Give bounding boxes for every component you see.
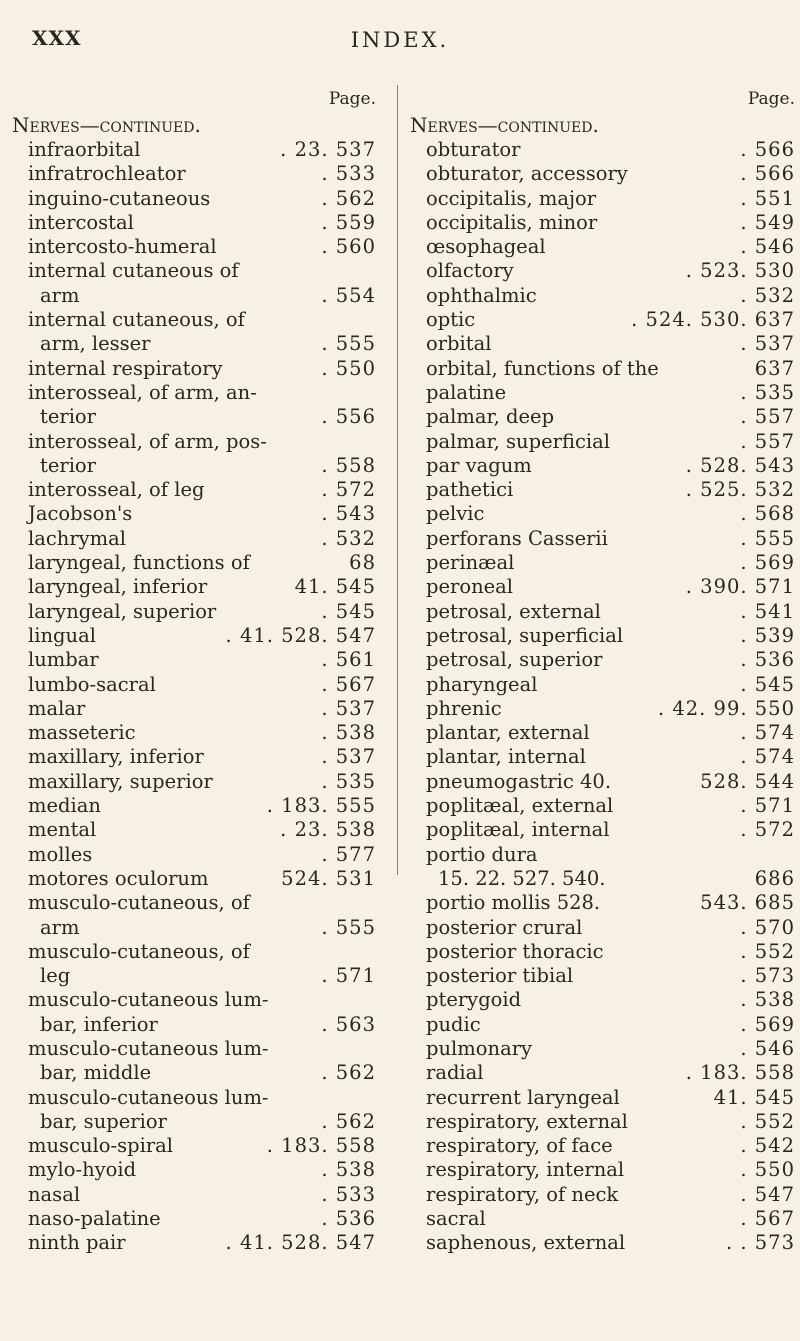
entry-pages: . 42. 99. 550 — [657, 696, 795, 720]
entry-pages: . 533 — [321, 162, 376, 186]
index-entry — [410, 138, 795, 162]
index-entry — [12, 259, 380, 283]
entry-pages: . 574 — [740, 745, 795, 769]
entry-term: motores oculorum — [28, 866, 209, 890]
entry-pages: . 536 — [740, 648, 795, 672]
entry-pages: . 539 — [740, 623, 795, 647]
entry-pages: . 183. 555 — [266, 794, 376, 818]
page-column-label: Page. — [328, 89, 376, 109]
entry-pages: . 546 — [740, 1036, 795, 1060]
entry-pages: . 554 — [321, 283, 376, 307]
index-entry — [12, 600, 380, 624]
index-entry — [12, 648, 380, 672]
index-entry — [12, 527, 380, 551]
entry-term: laryngeal, functions of — [28, 551, 250, 575]
entry-pages — [370, 940, 380, 964]
entry-term: musculo-cutaneous, of — [28, 939, 250, 963]
index-entry — [410, 843, 795, 867]
entry-pages — [789, 843, 795, 867]
index-entry — [410, 527, 795, 551]
entry-pages: . 570 — [740, 915, 795, 939]
index-entry — [12, 1110, 380, 1134]
index-entry — [410, 1013, 795, 1037]
entry-pages: . 533 — [321, 1182, 376, 1206]
entry-pages: 41. 545 — [294, 575, 376, 599]
entry-term: obturator, accessory — [426, 162, 628, 186]
index-entry — [12, 697, 380, 721]
entry-term: lumbo-sacral — [28, 672, 156, 696]
index-entry — [12, 235, 380, 259]
index-entry — [12, 1134, 380, 1158]
entry-term: pudic — [426, 1012, 481, 1036]
entry-term: mental — [28, 818, 97, 842]
index-entry — [12, 1183, 380, 1207]
index-entry — [12, 1037, 380, 1061]
entry-pages: . 567 — [321, 672, 376, 696]
index-entry — [410, 867, 795, 891]
entry-pages: . 563 — [321, 1012, 376, 1036]
entry-pages: . 538 — [321, 1158, 376, 1182]
entry-pages: . 577 — [321, 842, 376, 866]
index-entry — [12, 502, 380, 526]
entry-term: internal cutaneous of — [28, 259, 239, 283]
index-entry — [410, 673, 795, 697]
index-entry — [410, 648, 795, 672]
entry-term: interosseal, of arm, pos- — [28, 429, 267, 453]
entry-pages: . 549 — [740, 210, 795, 234]
index-entry — [12, 405, 380, 429]
entry-term: petrosal, superficial — [426, 623, 624, 647]
entry-pages: . 552 — [740, 1109, 795, 1133]
entry-pages: . 183. 558 — [685, 1061, 795, 1085]
entry-pages: 41. 545 — [713, 1085, 795, 1109]
left-column — [12, 86, 380, 1256]
entry-pages: . 569 — [740, 1012, 795, 1036]
entry-pages — [370, 1086, 380, 1110]
entry-term: arm — [40, 915, 80, 939]
entry-term: musculo-cutaneous lum- — [28, 1036, 269, 1060]
entry-term: musculo-cutaneous, of — [28, 891, 250, 915]
entry-term: palatine — [426, 380, 507, 404]
entry-term: palmar, superficial — [426, 429, 610, 453]
entry-term: lingual — [28, 623, 96, 647]
entry-term: musculo-cutaneous lum- — [28, 988, 269, 1012]
entry-term: poplitæal, external — [426, 794, 614, 818]
entry-term: infratrochleator — [28, 162, 186, 186]
entry-pages: . 561 — [321, 648, 376, 672]
entry-pages: . 571 — [321, 964, 376, 988]
index-entry — [410, 1110, 795, 1134]
entry-term: orbital, functions of the — [426, 356, 659, 380]
entry-pages: . 555 — [321, 915, 376, 939]
entry-term: occipitalis, major — [426, 186, 597, 210]
section-title: Nerves—continued. — [12, 113, 201, 137]
index-entry — [12, 721, 380, 745]
index-entry — [12, 187, 380, 211]
entry-pages: . 559 — [321, 210, 376, 234]
entry-term: interosseal, of leg — [28, 478, 205, 502]
right-column — [410, 86, 795, 1256]
index-entry — [12, 988, 380, 1012]
index-entry — [410, 332, 795, 356]
entry-pages: . 560 — [321, 235, 376, 259]
entry-term: respiratory, internal — [426, 1158, 625, 1182]
entry-pages: 68 — [349, 551, 376, 575]
entry-term: phrenic — [426, 696, 502, 720]
entry-term: radial — [426, 1061, 484, 1085]
entry-term: median — [28, 794, 101, 818]
entry-pages: . 567 — [740, 1207, 795, 1231]
index-entry — [410, 308, 795, 332]
entry-term: leg — [40, 964, 71, 988]
index-entry — [12, 1207, 380, 1231]
entry-term: infraorbital — [28, 138, 141, 161]
page-title: INDEX. — [350, 28, 450, 52]
entry-pages: . 537 — [321, 696, 376, 720]
index-entry — [12, 308, 380, 332]
entry-pages: . 551 — [740, 186, 795, 210]
index-entry — [12, 1013, 380, 1037]
index-entry — [410, 697, 795, 721]
entry-term: pneumogastric 40. — [426, 769, 612, 793]
entry-term: posterior thoracic — [426, 939, 604, 963]
index-entry — [410, 575, 795, 599]
index-entry — [410, 454, 795, 478]
index-entry — [410, 502, 795, 526]
entry-pages: . 535 — [740, 380, 795, 404]
index-entry — [12, 673, 380, 697]
index-entry — [410, 1183, 795, 1207]
entry-term: plantar, external — [426, 721, 590, 745]
entry-term: pulmonary — [426, 1036, 533, 1060]
index-entry — [410, 1061, 795, 1085]
entry-pages: . 557 — [740, 405, 795, 429]
index-entry — [12, 357, 380, 381]
entry-pages: . 538 — [740, 988, 795, 1012]
entry-pages — [370, 259, 380, 283]
index-entry — [410, 1207, 795, 1231]
index-entry — [410, 794, 795, 818]
entry-pages: . 562 — [321, 1061, 376, 1085]
entry-list — [12, 138, 380, 1256]
entry-pages: . 546 — [740, 235, 795, 259]
entry-term: pelvic — [426, 502, 485, 526]
entry-term: respiratory, external — [426, 1109, 628, 1133]
entry-list — [410, 138, 795, 1256]
entry-term: maxillary, inferior — [28, 745, 204, 769]
entry-term: nasal — [28, 1182, 81, 1206]
entry-term: arm, lesser — [40, 332, 151, 356]
entry-term: intercostal — [28, 210, 134, 234]
entry-term: pathetici — [426, 478, 514, 502]
entry-term: portio dura — [426, 842, 538, 866]
index-entry — [410, 1037, 795, 1061]
index-entry — [12, 1061, 380, 1085]
entry-pages: . 535 — [321, 769, 376, 793]
entry-pages: . 568 — [740, 502, 795, 526]
index-entry — [410, 259, 795, 283]
entry-pages: . 537 — [740, 332, 795, 356]
entry-term: respiratory, of neck — [426, 1182, 619, 1206]
entry-pages: . 573 — [740, 964, 795, 988]
entry-pages: 686 — [754, 866, 795, 890]
entry-pages: . 545 — [321, 599, 376, 623]
entry-pages — [370, 381, 380, 405]
entry-pages: . 572 — [740, 818, 795, 842]
index-entry — [12, 551, 380, 575]
entry-pages: . 41. 528. 547 — [225, 623, 376, 647]
entry-pages: . 532 — [321, 526, 376, 550]
index-entry — [12, 211, 380, 235]
index-entry — [12, 940, 380, 964]
index-entry — [12, 916, 380, 940]
index-entry — [12, 430, 380, 454]
entry-term: œsophageal — [426, 235, 546, 259]
index-entry — [410, 624, 795, 648]
index-entry — [410, 1086, 795, 1110]
entry-pages: 524. 531 — [281, 866, 376, 890]
entry-term: arm — [40, 283, 80, 307]
entry-term: palmar, deep — [426, 405, 555, 429]
entry-term: intercosto-humeral — [28, 235, 217, 259]
entry-term: portio mollis 528. — [426, 891, 601, 915]
entry-term: masseteric — [28, 721, 136, 745]
index-entry — [410, 916, 795, 940]
entry-term: bar, inferior — [40, 1012, 158, 1036]
index-entry — [12, 454, 380, 478]
entry-term: plantar, internal — [426, 745, 586, 769]
entry-term: par vagum — [426, 453, 532, 477]
entry-term: inguino-cutaneous — [28, 186, 211, 210]
entry-term: saphenous, external — [426, 1231, 626, 1255]
index-entry — [12, 1231, 380, 1255]
column-divider — [397, 85, 398, 875]
index-entry — [410, 818, 795, 842]
entry-term: Jacobson's — [28, 502, 133, 526]
entry-term: optic — [426, 308, 476, 332]
entry-term: orbital — [426, 332, 492, 356]
index-entry — [12, 843, 380, 867]
entry-pages: 637 — [754, 356, 795, 380]
entry-term: musculo-spiral — [28, 1134, 174, 1158]
entry-pages: . 524. 530. 637 — [631, 308, 795, 332]
entry-term: posterior crural — [426, 915, 583, 939]
entry-term: internal cutaneous, of — [28, 308, 245, 332]
entry-pages: . 23. 538 — [280, 818, 376, 842]
index-entry — [12, 575, 380, 599]
index-entry — [12, 745, 380, 769]
index-entry — [12, 332, 380, 356]
index-entry — [410, 1134, 795, 1158]
entry-pages: . 574 — [740, 721, 795, 745]
index-entry — [410, 891, 795, 915]
entry-term: 15. 22. 527. 540. — [438, 866, 606, 890]
entry-pages: 528. 544 — [700, 769, 795, 793]
entry-term: internal respiratory — [28, 356, 223, 380]
entry-pages: . 547 — [740, 1182, 795, 1206]
index-entry — [410, 964, 795, 988]
entry-pages: . 571 — [740, 794, 795, 818]
index-entry — [410, 162, 795, 186]
index-entry — [410, 357, 795, 381]
entry-pages: . 538 — [321, 721, 376, 745]
entry-term: obturator — [426, 138, 521, 161]
entry-pages — [370, 891, 380, 915]
entry-pages: . 543 — [321, 502, 376, 526]
entry-term: bar, middle — [40, 1061, 152, 1085]
entry-pages: . 562 — [321, 1109, 376, 1133]
entry-term: olfactory — [426, 259, 514, 283]
index-entry — [410, 721, 795, 745]
entry-pages: . 542 — [740, 1134, 795, 1158]
entry-pages: . 390. 571 — [685, 575, 795, 599]
entry-pages: . 525. 532 — [685, 478, 795, 502]
index-entry — [12, 1158, 380, 1182]
index-entry — [410, 1158, 795, 1182]
index-entry — [410, 405, 795, 429]
index-entry — [410, 430, 795, 454]
entry-pages: . 536 — [321, 1207, 376, 1231]
index-entry — [410, 745, 795, 769]
entry-term: perinæal — [426, 551, 515, 575]
entry-term: molles — [28, 842, 93, 866]
entry-pages: . 569 — [740, 551, 795, 575]
entry-pages: . 558 — [321, 453, 376, 477]
index-entry — [12, 138, 380, 162]
entry-term: lachrymal — [28, 526, 127, 550]
index-entry — [410, 770, 795, 794]
index-entry — [410, 381, 795, 405]
entry-pages: . 41. 528. 547 — [225, 1231, 376, 1255]
entry-term: occipitalis, minor — [426, 210, 598, 234]
entry-term: respiratory, of face — [426, 1134, 613, 1158]
entry-term: petrosal, external — [426, 599, 601, 623]
index-entry — [12, 162, 380, 186]
entry-pages: . 23. 537 — [280, 138, 376, 161]
entry-pages: . 523. 530 — [685, 259, 795, 283]
index-entry — [12, 284, 380, 308]
index-entry — [410, 988, 795, 1012]
entry-term: laryngeal, superior — [28, 599, 217, 623]
entry-pages: . 566 — [740, 138, 795, 161]
index-entry — [12, 867, 380, 891]
entry-pages: . 557 — [740, 429, 795, 453]
index-entry — [410, 551, 795, 575]
entry-term: lumbar — [28, 648, 99, 672]
entry-pages — [370, 430, 380, 454]
index-entry — [12, 1086, 380, 1110]
entry-term: petrosal, superior — [426, 648, 603, 672]
index-entry — [12, 770, 380, 794]
entry-term: ninth pair — [28, 1231, 126, 1255]
index-entry — [410, 284, 795, 308]
page-column-label: Page. — [747, 89, 795, 109]
index-entry — [410, 478, 795, 502]
entry-term: sacral — [426, 1207, 486, 1231]
signature-mark: XXX — [32, 26, 82, 50]
index-entry — [12, 794, 380, 818]
index-entry — [12, 964, 380, 988]
index-entry — [410, 1231, 795, 1255]
entry-term: terior — [40, 453, 96, 477]
index-entry — [12, 624, 380, 648]
index-entry — [410, 211, 795, 235]
entry-pages: . 555 — [740, 526, 795, 550]
entry-pages: . 566 — [740, 162, 795, 186]
entry-term: peroneal — [426, 575, 514, 599]
entry-pages: . 545 — [740, 672, 795, 696]
index-entry — [12, 478, 380, 502]
entry-term: mylo-hyoid — [28, 1158, 137, 1182]
entry-pages — [370, 1037, 380, 1061]
index-entry — [12, 381, 380, 405]
entry-pages: . 552 — [740, 939, 795, 963]
entry-pages: . . 573 — [725, 1231, 795, 1255]
section-title: Nerves—continued. — [410, 113, 599, 137]
entry-term: perforans Casserii — [426, 526, 608, 550]
entry-pages: . 555 — [321, 332, 376, 356]
entry-pages — [370, 308, 380, 332]
index-entry — [410, 187, 795, 211]
entry-pages: . 541 — [740, 599, 795, 623]
entry-term: interosseal, of arm, an- — [28, 380, 257, 404]
index-entry — [410, 600, 795, 624]
entry-term: pharyngeal — [426, 672, 538, 696]
entry-term: posterior tibial — [426, 964, 574, 988]
entry-term: bar, superior — [40, 1109, 167, 1133]
entry-pages — [370, 988, 380, 1012]
index-entry — [12, 818, 380, 842]
entry-pages: . 572 — [321, 478, 376, 502]
index-entry — [12, 891, 380, 915]
index-entry — [410, 940, 795, 964]
entry-term: ophthalmic — [426, 283, 537, 307]
entry-pages: . 537 — [321, 745, 376, 769]
entry-term: maxillary, superior — [28, 769, 213, 793]
entry-pages: . 183. 558 — [266, 1134, 376, 1158]
entry-pages: . 528. 543 — [685, 453, 795, 477]
entry-term: recurrent laryngeal — [426, 1085, 620, 1109]
entry-term: pterygoid — [426, 988, 522, 1012]
entry-term: terior — [40, 405, 96, 429]
entry-term: naso-palatine — [28, 1207, 161, 1231]
entry-term: poplitæal, internal — [426, 818, 610, 842]
entry-pages: . 550 — [321, 356, 376, 380]
entry-pages: . 550 — [740, 1158, 795, 1182]
entry-pages: 543. 685 — [700, 891, 795, 915]
entry-term: malar — [28, 696, 86, 720]
entry-term: musculo-cutaneous lum- — [28, 1085, 269, 1109]
index-entry — [410, 235, 795, 259]
entry-pages: . 556 — [321, 405, 376, 429]
entry-term: laryngeal, inferior — [28, 575, 208, 599]
entry-pages: . 562 — [321, 186, 376, 210]
entry-pages: . 532 — [740, 283, 795, 307]
